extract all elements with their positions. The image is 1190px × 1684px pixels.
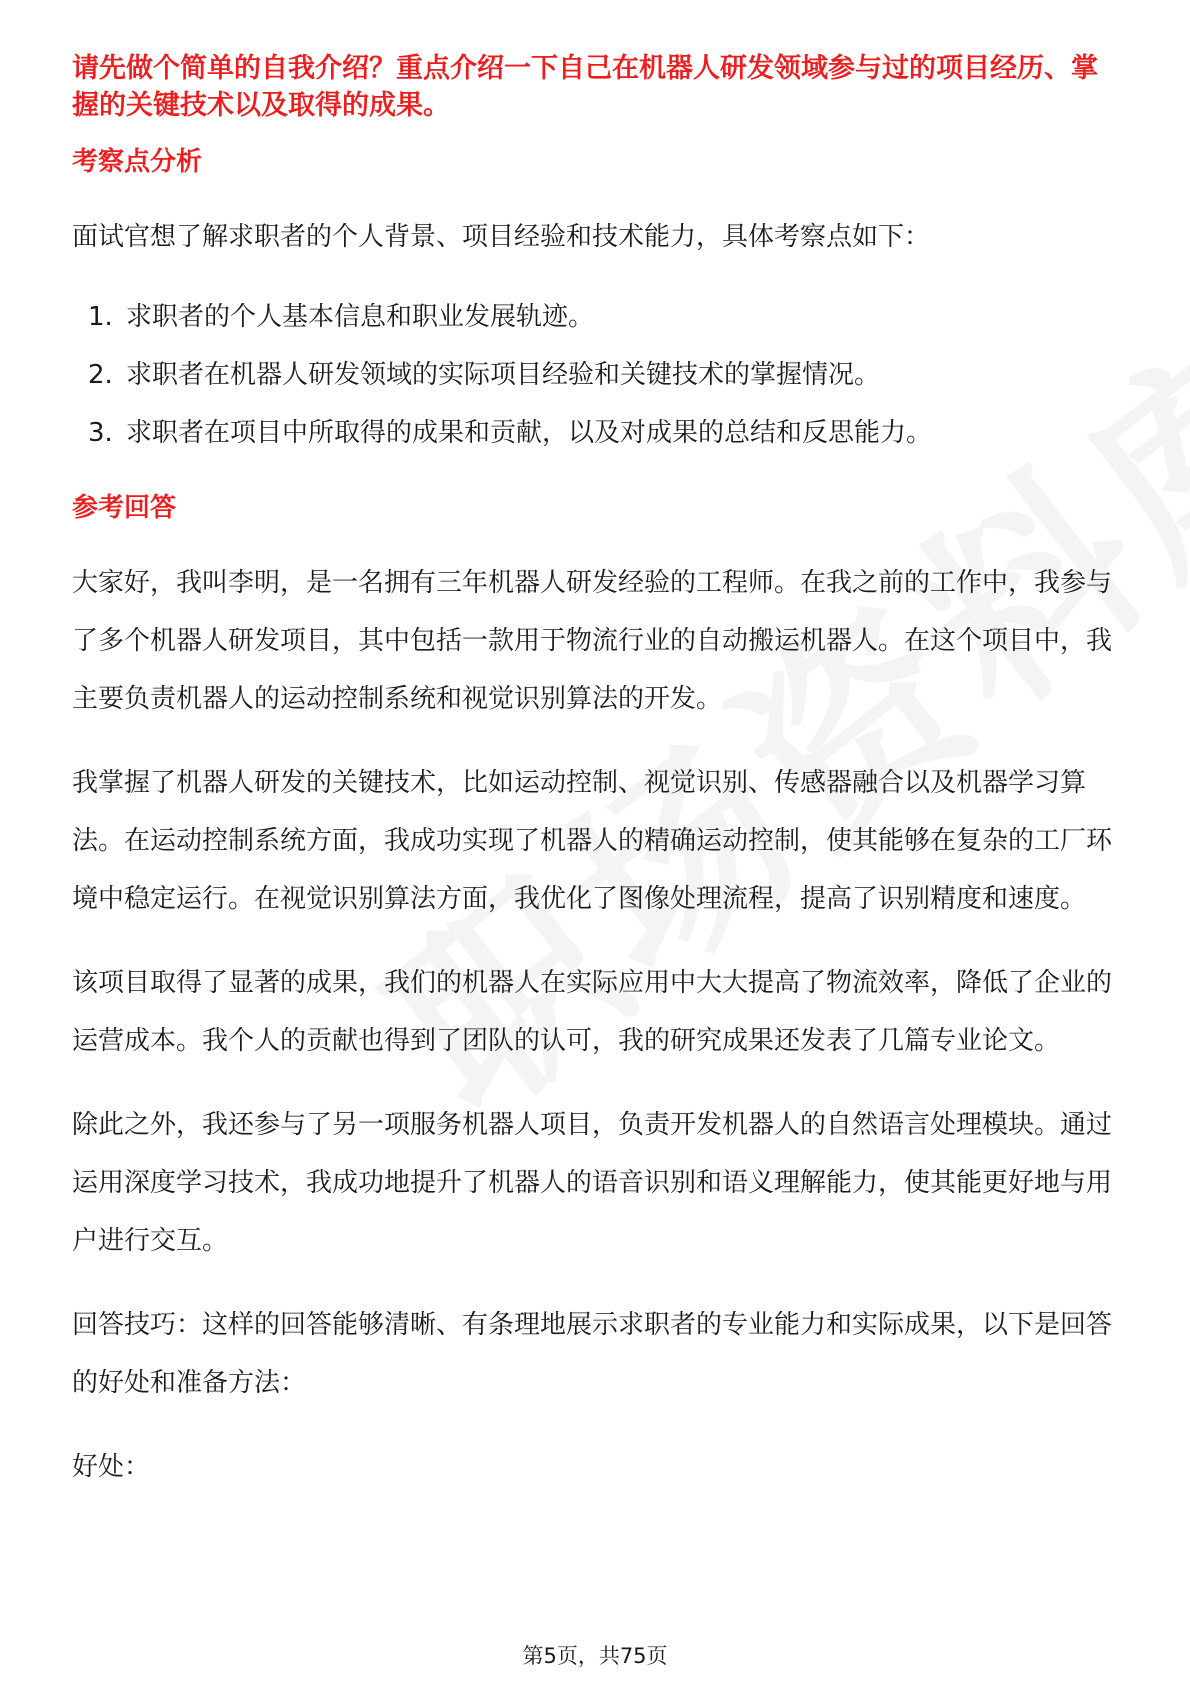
answer-paragraph: 大家好，我叫李明，是一名拥有三年机器人研发经验的工程师。在我之前的工作中，我参与了多个机器人研发项目，其中包括一款用于物流行业的自动搬运机器人。在这个项目中，我主要负责机器人的运动控制系统和视觉识别算法的开发。 [72, 568, 1113, 714]
list-item [72, 346, 1122, 404]
list-item-text: 求职者的个人基本信息和职业发展轨迹。 [126, 302, 595, 332]
page-number-footer: 第5页，共75页 [522, 1644, 668, 1668]
benefits-label: 好处： [72, 1452, 151, 1482]
list-item [72, 288, 1122, 346]
answer-tips-paragraph: 回答技巧：这样的回答能够清晰、有条理地展示求职者的专业能力和实际成果，以下是回答的好处和准备方法： [72, 1310, 1113, 1398]
answer-paragraph: 我掌握了机器人研发的关键技术，比如运动控制、视觉识别、传感器融合以及机器学习算法。在运动控制系统方面，我成功实现了机器人的精确运动控制，使其能够在复杂的工厂环境中稳定运行。在视觉识别算法方面，我优化了图像处理流程，提高了识别精度和速度。 [72, 768, 1113, 914]
answer-section-title: 参考回答 [72, 493, 177, 523]
analysis-points-list [72, 288, 1122, 462]
list-item-number: 1. [88, 302, 113, 332]
analysis-intro: 面试官想了解求职者的个人背景、项目经验和技术能力，具体考察点如下： [72, 222, 931, 252]
answer-paragraph: 除此之外，我还参与了另一项服务机器人项目，负责开发机器人的自然语言处理模块。通过运用深度学习技术，我成功地提升了机器人的语音识别和语义理解能力，使其能更好地与用户进行交互。 [72, 1110, 1113, 1256]
list-item-number: 2. [88, 360, 113, 390]
list-item-number: 3. [88, 418, 113, 448]
document-page [72, 50, 1122, 1496]
analysis-section-title: 考察点分析 [72, 147, 203, 177]
list-item-text: 求职者在项目中所取得的成果和贡献，以及对成果的总结和反思能力。 [126, 418, 933, 448]
list-item-text: 求职者在机器人研发领域的实际项目经验和关键技术的掌握情况。 [126, 360, 881, 390]
list-item [72, 404, 1122, 462]
answer-paragraph: 该项目取得了显著的成果，我们的机器人在实际应用中大大提高了物流效率，降低了企业的运营成本。我个人的贡献也得到了团队的认可，我的研究成果还发表了几篇专业论文。 [72, 968, 1113, 1056]
interview-question: 请先做个简单的自我介绍？重点介绍一下自己在机器人研发领域参与过的项目经历、掌握的关键技术以及取得的成果。 [72, 53, 1098, 121]
